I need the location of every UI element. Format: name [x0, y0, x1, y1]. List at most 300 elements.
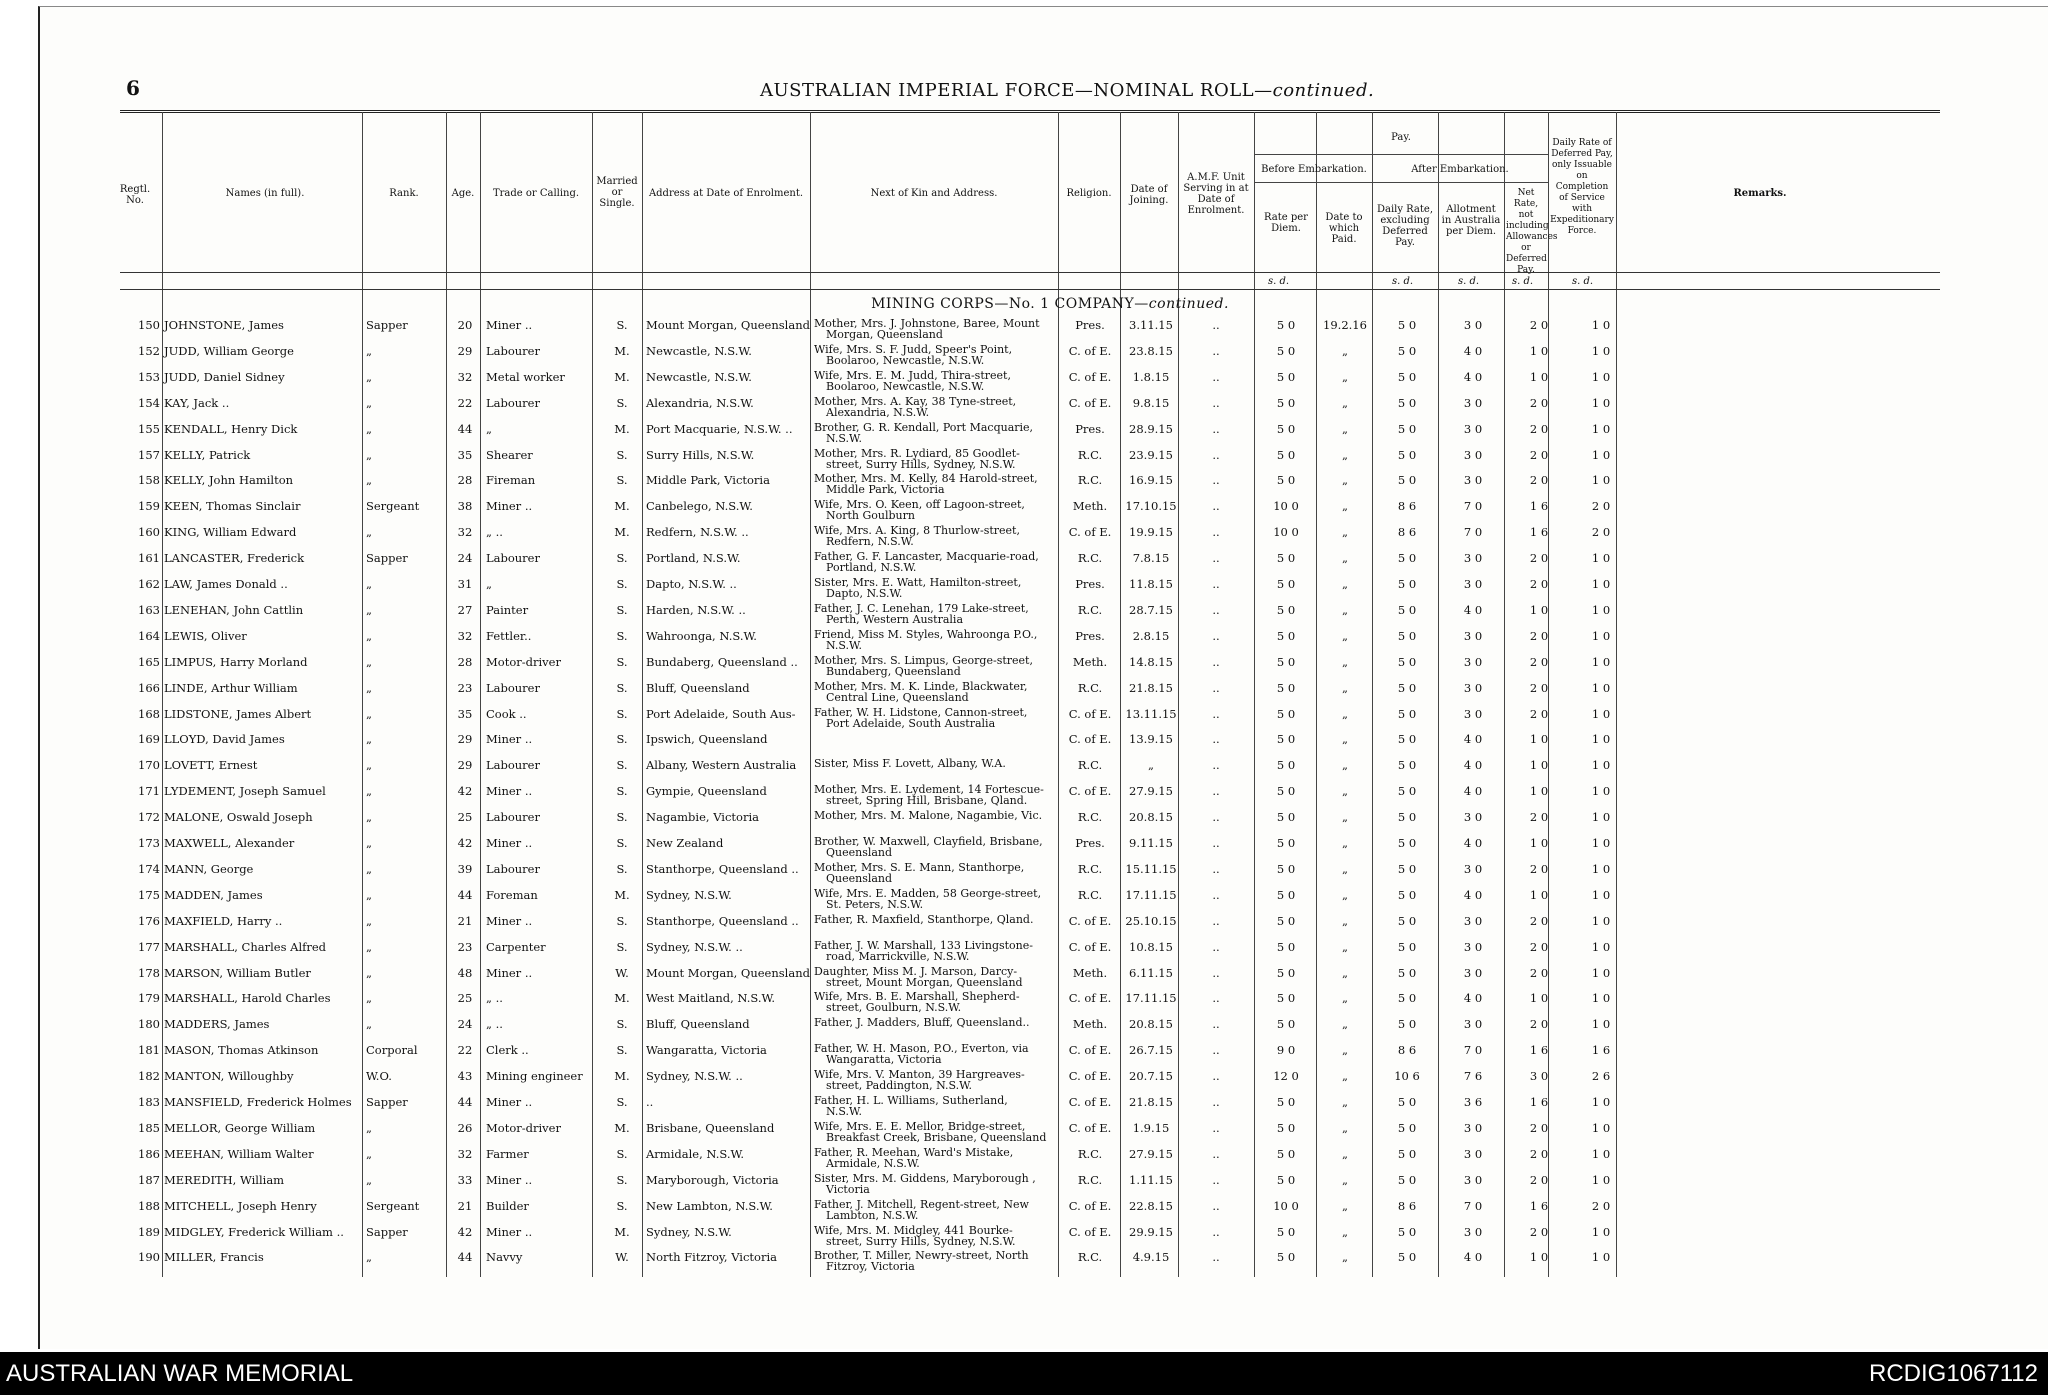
cell-net: 2 0 — [1529, 473, 1549, 488]
kin-line-1: Sister, Miss F. Lovett, Albany, W.A. — [814, 757, 1006, 771]
cell-def: 1 0 — [1591, 784, 1611, 799]
cell-ms: W. — [615, 965, 629, 980]
cell-date: 10.8.15 — [1129, 939, 1173, 954]
cell-paid: „ — [1342, 1198, 1348, 1213]
cell-def: 2 6 — [1591, 1069, 1611, 1084]
cell-ms: S. — [616, 551, 628, 566]
cell-age: 28 — [457, 654, 473, 669]
cell-rate: 5 0 — [1276, 318, 1296, 332]
cell-daily: 5 0 — [1397, 1095, 1417, 1109]
cell-daily: 8 6 — [1397, 525, 1417, 540]
cell-daily: 5 0 — [1397, 913, 1417, 928]
cell-trade: Miner .. — [486, 965, 533, 980]
cell-trade: Miner .. — [486, 836, 533, 850]
cell-amf: .. — [1212, 318, 1220, 332]
cell-net: 1 6 — [1529, 1043, 1549, 1058]
cell-net: 1 6 — [1529, 525, 1549, 540]
cell-allot: 3 0 — [1463, 1224, 1483, 1239]
cell-date: 20.8.15 — [1129, 1017, 1173, 1032]
cell-next-of-kin — [814, 1173, 1036, 1195]
cell-date: 27.9.15 — [1129, 784, 1173, 799]
cell-name: LOVETT, Ernest — [164, 758, 258, 773]
cell-def: 1 0 — [1591, 1224, 1611, 1239]
cell-net: 2 0 — [1529, 628, 1549, 643]
cell-age: 22 — [457, 1043, 473, 1058]
cell-allot: 4 0 — [1463, 602, 1483, 617]
cell-addr: .. — [646, 1095, 654, 1109]
cell-amf: .. — [1212, 887, 1220, 902]
cell-no: 175 — [138, 887, 160, 902]
cell-def: 1 0 — [1591, 1146, 1611, 1161]
cell-rank: „ — [366, 1120, 372, 1135]
cell-rel: R.C. — [1077, 473, 1103, 488]
cell-trade: Miner .. — [486, 499, 533, 514]
cell-date: 3.11.15 — [1129, 318, 1173, 332]
cell-addr: Wangaratta, Victoria — [646, 1043, 767, 1058]
cell-def: 1 0 — [1591, 654, 1611, 669]
cell-trade: Miner .. — [486, 318, 533, 332]
cell-daily: 5 0 — [1397, 628, 1417, 643]
kin-line-2: street, Surry Hills, Sydney, N.S.W. — [826, 1234, 1016, 1248]
table-row — [0, 551, 1700, 577]
kin-line-2: Perth, Western Australia — [826, 612, 964, 626]
cell-rate: 5 0 — [1276, 1095, 1296, 1109]
cell-next-of-kin — [814, 1147, 1013, 1169]
table-row — [0, 732, 1700, 758]
cell-next-of-kin — [814, 551, 1039, 573]
cell-net: 2 0 — [1529, 1224, 1549, 1239]
table-row — [0, 1069, 1700, 1095]
cell-trade: Builder — [486, 1198, 529, 1213]
cell-age: 42 — [457, 836, 473, 850]
cell-paid: „ — [1342, 1250, 1348, 1265]
kin-line-1: Brother, W. Maxwell, Clayfield, Brisbane, — [814, 835, 1043, 848]
cell-date: 25.10.15 — [1125, 913, 1177, 928]
cell-age: 25 — [457, 991, 473, 1006]
table-row — [0, 629, 1700, 655]
cell-date: 9.8.15 — [1132, 395, 1170, 410]
cell-rate: 5 0 — [1276, 395, 1296, 410]
cell-daily: 5 0 — [1397, 343, 1417, 358]
cell-rel: C. of E. — [1068, 706, 1112, 721]
cell-allot: 3 0 — [1463, 680, 1483, 695]
cell-next-of-kin — [814, 448, 1020, 470]
cell-date: 27.9.15 — [1129, 1146, 1173, 1161]
header-rate-per-diem: Rate per Diem. — [1264, 212, 1308, 234]
cell-addr: Harden, N.S.W. .. — [646, 602, 746, 617]
cell-rate: 5 0 — [1276, 784, 1296, 799]
cell-def: 1 0 — [1591, 991, 1611, 1006]
table-row — [0, 499, 1700, 525]
cell-rate: 5 0 — [1276, 577, 1296, 591]
cell-ms: S. — [616, 913, 628, 928]
cell-addr: Sydney, N.S.W. .. — [646, 1069, 743, 1084]
table-row — [0, 991, 1700, 1017]
cell-no: 168 — [138, 706, 160, 721]
cell-amf: .. — [1212, 1095, 1220, 1109]
cell-def: 1 0 — [1591, 939, 1611, 954]
cell-next-of-kin — [814, 370, 1011, 392]
cell-age: 23 — [457, 939, 473, 954]
cell-rank: „ — [366, 991, 372, 1006]
cell-no: 165 — [138, 654, 160, 669]
cell-addr: Newcastle, N.S.W. — [646, 369, 752, 384]
cell-next-of-kin — [814, 862, 1024, 884]
cell-rank: „ — [366, 965, 372, 980]
header-amf-unit: A.M.F. Unit Serving in at Date of Enrolment. — [1183, 172, 1249, 216]
cell-net: 2 0 — [1529, 551, 1549, 566]
cell-rel: R.C. — [1077, 810, 1103, 825]
cell-addr: Sydney, N.S.W. — [646, 887, 732, 902]
cell-rel: C. of E. — [1068, 913, 1112, 928]
cell-amf: .. — [1212, 784, 1220, 799]
cell-rank: „ — [366, 628, 372, 643]
cell-allot: 3 0 — [1463, 473, 1483, 488]
cell-def: 1 0 — [1591, 1172, 1611, 1187]
cell-name: JUDD, William George — [164, 343, 294, 358]
cell-trade: Miner .. — [486, 913, 533, 928]
cell-name: JUDD, Daniel Sidney — [164, 369, 285, 384]
cell-amf: .. — [1212, 706, 1220, 721]
footer-source: AUSTRALIAN WAR MEMORIAL — [6, 1360, 354, 1387]
cell-def: 1 0 — [1591, 318, 1611, 332]
cell-date: 7.8.15 — [1132, 551, 1170, 566]
cell-paid: „ — [1342, 706, 1348, 721]
cell-age: 29 — [457, 732, 473, 747]
cell-rank: „ — [366, 1017, 372, 1032]
cell-next-of-kin — [814, 655, 1033, 677]
table-row — [0, 370, 1700, 396]
cell-rank: Sapper — [366, 1095, 408, 1109]
cell-age: 33 — [457, 1172, 473, 1187]
table-row — [0, 862, 1700, 888]
cell-net: 1 0 — [1529, 784, 1549, 799]
cell-next-of-kin — [814, 1017, 1030, 1028]
cell-rel: R.C. — [1077, 758, 1103, 773]
cell-next-of-kin — [814, 888, 1041, 910]
cell-date: 21.8.15 — [1129, 1095, 1173, 1109]
cell-name: LANCASTER, Frederick — [164, 551, 305, 566]
cell-rank: „ — [366, 810, 372, 825]
cell-rel: Pres. — [1075, 421, 1105, 436]
cell-amf: .. — [1212, 395, 1220, 410]
kin-line-2: N.S.W. — [826, 638, 862, 652]
cell-paid: „ — [1342, 1224, 1348, 1239]
cell-no: 154 — [138, 395, 160, 410]
cell-def: 2 0 — [1591, 1198, 1611, 1213]
kin-line-1: Mother, Mrs. R. Lydiard, 85 Goodlet- — [814, 446, 1020, 460]
cell-no: 186 — [138, 1146, 160, 1161]
cell-age: 43 — [457, 1069, 473, 1084]
kin-line-2: Bundaberg, Queensland — [826, 664, 961, 678]
table-row — [0, 1043, 1700, 1069]
cell-date: 23.9.15 — [1129, 447, 1173, 462]
cell-rel: R.C. — [1077, 680, 1103, 695]
cell-trade: Carpenter — [486, 939, 546, 954]
cell-amf: .. — [1212, 680, 1220, 695]
kin-line-2: Queensland — [826, 846, 893, 859]
cell-next-of-kin — [814, 344, 1012, 366]
kin-line-2: N.S.W. — [826, 431, 862, 445]
cell-rate: 5 0 — [1276, 680, 1296, 695]
cell-name: LEWIS, Oliver — [164, 628, 247, 643]
cell-rank: „ — [366, 473, 372, 488]
cell-rank: Sapper — [366, 1224, 408, 1239]
cell-date: 28.9.15 — [1129, 421, 1173, 436]
cell-rate: 5 0 — [1276, 1120, 1296, 1135]
cell-daily: 5 0 — [1397, 758, 1417, 773]
cell-date: 1.11.15 — [1129, 1172, 1173, 1187]
cell-date: 26.7.15 — [1129, 1043, 1173, 1058]
cell-next-of-kin — [814, 784, 1044, 806]
cell-addr: Stanthorpe, Queensland .. — [646, 913, 799, 928]
cell-next-of-kin — [814, 603, 1029, 625]
cell-allot: 7 6 — [1463, 1069, 1483, 1084]
kin-line-2: St. Peters, N.S.W. — [826, 897, 924, 911]
table-row — [0, 1121, 1700, 1147]
cell-def: 1 0 — [1591, 421, 1611, 436]
cell-allot: 4 0 — [1463, 784, 1483, 799]
cell-amf: .. — [1212, 1146, 1220, 1161]
cell-daily: 5 0 — [1397, 887, 1417, 902]
cell-next-of-kin — [814, 966, 1023, 988]
table-row — [0, 810, 1700, 836]
cell-trade: Painter — [486, 602, 529, 617]
cell-paid: „ — [1342, 447, 1348, 462]
cell-rate: 5 0 — [1276, 706, 1296, 721]
cell-ms: S. — [616, 654, 628, 669]
cell-amf: .. — [1212, 447, 1220, 462]
cell-net: 1 0 — [1529, 602, 1549, 617]
cell-net: 2 0 — [1529, 913, 1549, 928]
cell-name: KEEN, Thomas Sinclair — [164, 499, 301, 514]
cell-next-of-kin — [814, 1225, 1015, 1247]
cell-addr: Mount Morgan, Queensland — [646, 965, 810, 980]
cell-net: 1 6 — [1529, 1095, 1549, 1109]
cell-date: 13.9.15 — [1129, 732, 1173, 747]
cell-age: 32 — [457, 1146, 473, 1161]
cell-age: 48 — [457, 965, 473, 980]
cell-name: MADDERS, James — [164, 1017, 270, 1032]
kin-line-1: Wife, Mrs. E. E. Mellor, Bridge-street, — [814, 1119, 1026, 1133]
cell-rank: „ — [366, 732, 372, 747]
cell-no: 163 — [138, 602, 160, 617]
cell-no: 174 — [138, 861, 160, 876]
cell-no: 152 — [138, 343, 160, 358]
cell-def: 1 0 — [1591, 732, 1611, 747]
cell-age: 28 — [457, 473, 473, 488]
cell-addr: Nagambie, Victoria — [646, 810, 759, 825]
cell-amf: .. — [1212, 1017, 1220, 1032]
cell-paid: „ — [1342, 913, 1348, 928]
header-rank: Rank. — [389, 188, 419, 199]
cell-rate: 5 0 — [1276, 758, 1296, 773]
cell-net: 1 0 — [1529, 887, 1549, 902]
units-label: s. d. — [1572, 276, 1594, 287]
cell-ms: S. — [616, 447, 628, 462]
cell-addr: Ipswich, Queensland — [646, 732, 768, 747]
cell-age: 23 — [457, 680, 473, 695]
cell-next-of-kin — [814, 577, 1021, 599]
cell-addr: New Lambton, N.S.W. — [646, 1198, 773, 1213]
kin-line-2: Lambton, N.S.W. — [826, 1208, 919, 1222]
kin-line-1: Mother, Mrs. M. Malone, Nagambie, Vic. — [814, 809, 1043, 823]
cell-age: 21 — [457, 1198, 473, 1213]
cell-daily: 5 0 — [1397, 447, 1417, 462]
cell-net: 2 0 — [1529, 421, 1549, 436]
cell-rate: 5 0 — [1276, 836, 1296, 850]
cell-ms: S. — [616, 318, 628, 332]
cell-paid: „ — [1342, 810, 1348, 825]
cell-paid: „ — [1342, 1172, 1348, 1187]
cell-addr: Wahroonga, N.S.W. — [646, 628, 757, 643]
cell-rank: „ — [366, 577, 372, 591]
cell-name: LYDEMENT, Joseph Samuel — [164, 784, 326, 799]
cell-age: 29 — [457, 758, 473, 773]
cell-allot: 4 0 — [1463, 758, 1483, 773]
kin-line-2: Morgan, Queensland — [826, 328, 943, 341]
cell-age: 21 — [457, 913, 473, 928]
cell-rel: Pres. — [1075, 836, 1105, 850]
cell-name: MARSHALL, Harold Charles — [164, 991, 331, 1006]
cell-next-of-kin — [814, 1199, 1029, 1221]
cell-age: 26 — [457, 1120, 473, 1135]
pay-sub-rule — [1254, 182, 1548, 183]
cell-trade: „ — [486, 577, 492, 591]
cell-net: 2 0 — [1529, 939, 1549, 954]
cell-amf: .. — [1212, 654, 1220, 669]
cell-age: 29 — [457, 343, 473, 358]
cell-ms: S. — [616, 836, 628, 850]
cell-net: 2 0 — [1529, 1172, 1549, 1187]
cell-name: MARSON, William Butler — [164, 965, 311, 980]
kin-line-2: Alexandria, N.S.W. — [826, 405, 930, 419]
cell-rank: W.O. — [366, 1069, 392, 1084]
cell-no: 177 — [138, 939, 160, 954]
cell-daily: 5 0 — [1397, 473, 1417, 488]
cell-date: 14.8.15 — [1129, 654, 1173, 669]
cell-next-of-kin — [814, 396, 1016, 418]
cell-rel: C. of E. — [1068, 395, 1112, 410]
cell-no: 187 — [138, 1172, 160, 1187]
cell-rank: „ — [366, 1146, 372, 1161]
cell-amf: .. — [1212, 1198, 1220, 1213]
kin-line-2: Wangaratta, Victoria — [826, 1053, 942, 1067]
cell-ms: S. — [616, 758, 628, 773]
cell-ms: S. — [616, 1095, 628, 1109]
cell-ms: M. — [614, 1069, 630, 1084]
cell-ms: S. — [616, 602, 628, 617]
cell-addr: Bluff, Queensland — [646, 680, 750, 695]
units-label: s. d. — [1512, 276, 1534, 287]
cell-rate: 5 0 — [1276, 1250, 1296, 1265]
cell-paid: „ — [1342, 551, 1348, 566]
cell-rank: Sapper — [366, 551, 408, 566]
cell-net: 2 0 — [1529, 318, 1549, 332]
cell-next-of-kin — [814, 422, 1033, 444]
cell-name: KELLY, John Hamilton — [164, 473, 294, 488]
cell-rank: „ — [366, 939, 372, 954]
header-date-joining: Date of Joining. — [1129, 184, 1169, 206]
cell-paid: „ — [1342, 861, 1348, 876]
cell-addr: New Zealand — [646, 836, 724, 850]
cell-allot: 4 0 — [1463, 732, 1483, 747]
cell-paid: „ — [1342, 732, 1348, 747]
kin-line-1: Mother, Mrs. J. Johnstone, Baree, Mount — [814, 317, 1040, 330]
cell-no: 161 — [138, 551, 160, 566]
cell-allot: 3 0 — [1463, 628, 1483, 643]
cell-def: 1 0 — [1591, 602, 1611, 617]
header-trade: Trade or Calling. — [492, 188, 580, 199]
cell-no: 157 — [138, 447, 160, 462]
table-row — [0, 758, 1700, 784]
cell-trade: Labourer — [486, 861, 540, 876]
cell-rel: C. of E. — [1068, 1095, 1112, 1109]
cell-rel: R.C. — [1077, 1146, 1103, 1161]
cell-addr: Port Macquarie, N.S.W. .. — [646, 421, 793, 436]
cell-age: 25 — [457, 810, 473, 825]
cell-date: „ — [1148, 758, 1154, 773]
kin-line-1: Daughter, Miss M. J. Marson, Darcy- — [814, 964, 1018, 978]
cell-rel: C. of E. — [1068, 732, 1112, 747]
cell-ms: S. — [616, 1017, 628, 1032]
cell-rel: C. of E. — [1068, 343, 1112, 358]
cell-paid: „ — [1342, 525, 1348, 540]
cell-next-of-kin — [814, 1250, 1029, 1272]
cell-net: 2 0 — [1529, 1120, 1549, 1135]
cell-def: 1 0 — [1591, 447, 1611, 462]
kin-line-2: N.S.W. — [826, 1105, 862, 1118]
cell-trade: Cook .. — [486, 706, 527, 721]
cell-rate: 10 0 — [1273, 499, 1299, 514]
page-number: 6 — [126, 76, 140, 100]
cell-rank: „ — [366, 395, 372, 410]
cell-daily: 5 0 — [1397, 1172, 1417, 1187]
table-row — [0, 396, 1700, 422]
cell-rel: Pres. — [1075, 318, 1105, 332]
cell-age: 32 — [457, 628, 473, 643]
cell-rank: „ — [366, 861, 372, 876]
cell-addr: Bundaberg, Queensland .. — [646, 654, 798, 669]
cell-paid: „ — [1342, 991, 1348, 1006]
cell-rate: 5 0 — [1276, 861, 1296, 876]
cell-daily: 5 0 — [1397, 965, 1417, 980]
cell-rel: R.C. — [1077, 602, 1103, 617]
kin-line-1: Mother, Mrs. M. K. Linde, Blackwater, — [814, 679, 1028, 693]
kin-line-1: Mother, Mrs. S. Limpus, George-street, — [814, 653, 1033, 667]
cell-date: 1.9.15 — [1132, 1120, 1170, 1135]
cell-allot: 3 0 — [1463, 577, 1483, 591]
header-deferred-pay: Daily Rate of Deferred Pay, only Issuable on Completion of Service with Expeditionary Force. — [1550, 138, 1614, 236]
cell-trade: Navvy — [486, 1250, 523, 1265]
kin-line-1: Father, G. F. Lancaster, Macquarie-road, — [814, 550, 1039, 564]
cell-amf: .. — [1212, 369, 1220, 384]
cell-rate: 5 0 — [1276, 991, 1296, 1006]
cell-amf: .. — [1212, 1224, 1220, 1239]
cell-addr: Surry Hills, N.S.W. — [646, 447, 755, 462]
cell-paid: „ — [1342, 836, 1348, 850]
cell-def: 1 0 — [1591, 965, 1611, 980]
cell-date: 9.11.15 — [1129, 836, 1173, 850]
table-row — [0, 681, 1700, 707]
cell-allot: 4 0 — [1463, 343, 1483, 358]
cell-age: 35 — [457, 706, 473, 721]
cell-trade: Metal worker — [486, 369, 565, 384]
table-row — [0, 655, 1700, 681]
cell-amf: .. — [1212, 602, 1220, 617]
cell-rank: „ — [366, 654, 372, 669]
cell-def: 1 0 — [1591, 887, 1611, 902]
